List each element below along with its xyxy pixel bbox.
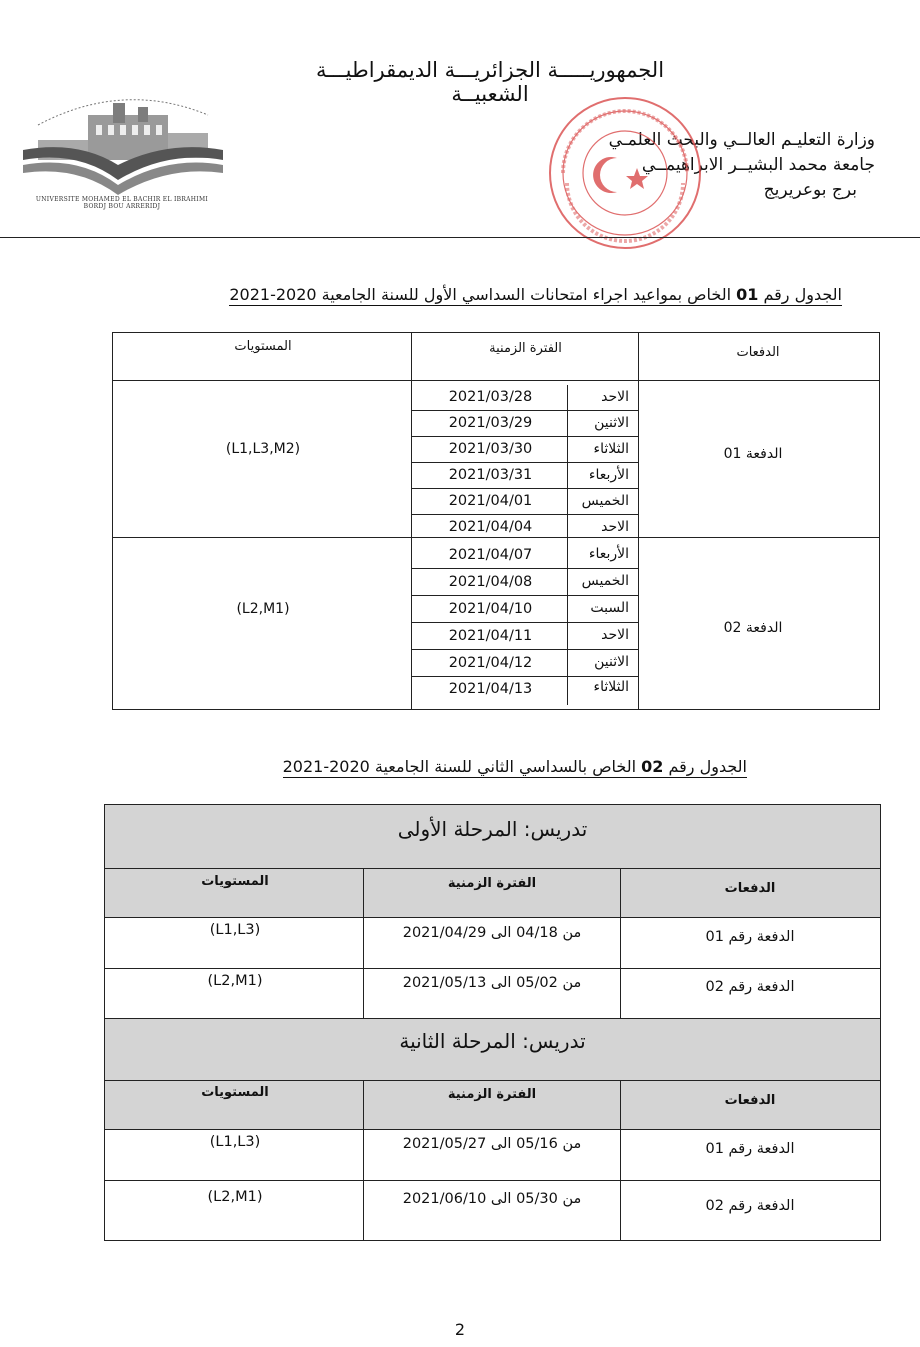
row-day: الثلاثاء [593,441,629,457]
row-date: 2021/04/08 [448,574,533,590]
table1-header-batches: الدفعات [736,345,780,360]
city-name: برج بوعريريج [763,180,857,200]
levels-label: (L1,L3,M2) [225,441,301,457]
university-name: جامعة محمد البشيــر الابراهيمــي [641,155,875,175]
table1-group-divider [113,537,879,538]
period-cell: من 05/16 الى 2021/05/27 [402,1136,582,1152]
row-date: 2021/03/30 [448,441,533,457]
phase2-header-levels: المستويات [201,1085,269,1100]
row-day: الأربعاء [588,546,629,562]
row-date: 2021/04/04 [448,519,533,535]
period-cell: من 05/02 الى 2021/05/13 [402,975,582,991]
period-cell: من 04/18 الى 2021/04/29 [402,925,582,941]
row-date: 2021/03/31 [448,467,533,483]
phase2-header-batches: الدفعات [724,1093,776,1108]
table1-col-divider [638,333,639,709]
table1-header-period: الفترة الزمنية [489,341,562,356]
batch-label: الدفعة 02 [723,620,783,636]
row-date: 2021/03/28 [448,389,533,405]
row-day: الثلاثاء [593,679,629,695]
batch-cell: الدفعة رقم 01 [705,929,795,945]
row-day: الخميس [581,573,629,589]
row-date: 2021/04/01 [448,493,533,509]
levels-label: (L2,M1) [236,601,290,617]
row-day: الاحد [601,389,629,405]
levels-cell: (L2,M1) [207,1189,263,1205]
phase2-header-period: الفترة الزمنية [447,1087,537,1102]
table1-col-divider [411,333,412,709]
university-logo [18,85,228,210]
row-date: 2021/04/07 [448,547,533,563]
table1 [112,332,880,710]
table1-header-divider [113,380,879,381]
row-day: الأربعاء [588,467,629,483]
header-divider [0,237,920,238]
period-cell: من 05/30 الى 2021/06/10 [402,1191,582,1207]
batch-cell: الدفعة رقم 02 [705,1198,795,1214]
table1-title: الجدول رقم 01 الخاص بمواعيد اجراء امتحانات السداسي الأول للسنة الجامعية 2020-2021 [229,285,842,304]
page-number: 2 [454,1320,466,1339]
row-day: الاثنين [594,654,629,670]
batch-cell: الدفعة رقم 01 [705,1141,795,1157]
row-date: 2021/03/29 [448,415,533,431]
row-day: الاثنين [594,415,629,431]
phase2-title: تدريس: المرحلة الثانية [399,1029,586,1053]
levels-cell: (L2,M1) [207,973,263,989]
phase1-header-batches: الدفعات [724,881,776,896]
row-day: الاحد [601,519,629,535]
republic-title: الجمهوريـــــة الجزائريـــة الديمقراطيـــة الشعبيــة [315,58,665,106]
phase1-header-levels: المستويات [201,874,269,889]
table2-title: الجدول رقم 02 الخاص بالسداسي الثاني للسنة الجامعية 2020-2021 [282,757,747,776]
batch-cell: الدفعة رقم 02 [705,979,795,995]
batch-label: الدفعة 01 [723,446,783,462]
table1-header-levels: المستويات [234,339,292,354]
row-date: 2021/04/11 [448,628,533,644]
row-date: 2021/04/12 [448,655,533,671]
table2 [104,804,881,1241]
levels-cell: (L1,L3) [209,922,261,938]
row-day: الاحد [601,627,629,643]
row-day: السبت [590,600,629,616]
logo-caption: UNIVERSITE MOHAMED EL BACHIR EL IBRAHIMI BORDJ BOU ARRERIDJ [35,196,209,210]
official-stamp [545,88,705,258]
row-date: 2021/04/10 [448,601,533,617]
row-date: 2021/04/13 [448,681,533,697]
levels-cell: (L1,L3) [209,1134,261,1150]
phase1-header-period: الفترة الزمنية [447,876,537,891]
ministry-name: وزارة التعليـم العالــي والبحث العلمـي [608,130,875,150]
phase1-title: تدريس: المرحلة الأولى [397,817,588,841]
row-day: الخميس [581,493,629,509]
